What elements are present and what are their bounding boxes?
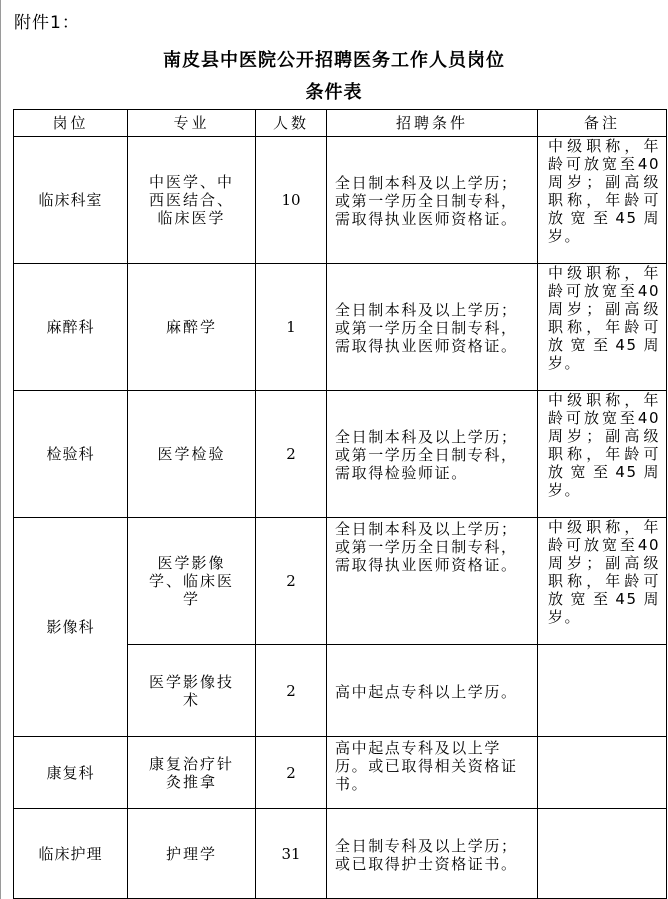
- table-row: [14, 518, 667, 645]
- major-cell: 中医学、中西医结合、临床医学: [128, 137, 256, 264]
- notes-cell: 中级职称，年龄可放宽至40周岁；副高级职称，年龄可放宽至45周岁。: [538, 264, 667, 391]
- document-subtitle: 条件表: [305, 82, 363, 103]
- attachment-label: 附件1：: [14, 13, 80, 33]
- conditions-cell: 高中起点专科及以上学历。或已取得相关资格证书。: [327, 737, 538, 809]
- count-cell: 1: [256, 264, 327, 391]
- conditions-cell: 全日制本科及以上学历；或第一学历全日制专科，需取得执业医师资格证。: [327, 264, 538, 391]
- column-header-position: 岗位: [14, 110, 128, 137]
- table-row: [14, 809, 667, 899]
- count-cell: 10: [256, 137, 327, 264]
- notes-cell: 中级职称，年龄可放宽至40周岁；副高级职称，年龄可放宽至45周岁。: [538, 391, 667, 518]
- count-cell: 2: [256, 391, 327, 518]
- position-cell: 影像科: [14, 518, 128, 737]
- conditions-cell: 全日制本科及以上学历；或第一学历全日制专科，需取得执业医师资格证。: [327, 137, 538, 264]
- count-cell: 2: [256, 645, 327, 737]
- position-cell: 临床护理: [14, 809, 128, 899]
- major-cell: 医学检验: [128, 391, 256, 518]
- position-cell: 麻醉科: [14, 264, 128, 391]
- notes-cell: [538, 809, 667, 899]
- notes-cell: [538, 737, 667, 809]
- count-cell: 2: [256, 737, 327, 809]
- document-title: 南皮县中医院公开招聘医务工作人员岗位: [163, 50, 505, 71]
- notes-cell: 中级职称，年龄可放宽至40周岁；副高级职称，年龄可放宽至45周岁。: [538, 137, 667, 264]
- table-header-row: [14, 110, 667, 137]
- conditions-cell: 全日制专科及以上学历；或已取得护士资格证书。: [327, 809, 538, 899]
- position-cell: 临床科室: [14, 137, 128, 264]
- major-cell: 医学影像技术: [128, 645, 256, 737]
- major-cell: 医学影像学、临床医学: [128, 518, 256, 645]
- notes-cell: [538, 645, 667, 737]
- conditions-cell: 全日制本科及以上学历；或第一学历全日制专科，需取得检验师证。: [327, 391, 538, 518]
- major-cell: 麻醉学: [128, 264, 256, 391]
- notes-cell: 中级职称，年龄可放宽至40周岁；副高级职称，年龄可放宽至45周岁。: [538, 518, 667, 645]
- conditions-cell: 全日制本科及以上学历；或第一学历全日制专科，需取得执业医师资格证。: [327, 518, 538, 645]
- column-header-notes: 备注: [538, 110, 667, 137]
- column-header-conditions: 招聘条件: [327, 110, 538, 137]
- table-row: [14, 264, 667, 391]
- recruitment-table: [13, 109, 667, 899]
- major-cell: 康复治疗针灸推拿: [128, 737, 256, 809]
- table-row: [14, 737, 667, 809]
- table-row: [14, 137, 667, 264]
- position-cell: 康复科: [14, 737, 128, 809]
- conditions-cell: 高中起点专科以上学历。: [327, 645, 538, 737]
- position-cell: 检验科: [14, 391, 128, 518]
- table-row: [14, 391, 667, 518]
- document-left-border: [0, 0, 1, 899]
- column-header-count: 人数: [256, 110, 327, 137]
- major-cell: 护理学: [128, 809, 256, 899]
- column-header-major: 专业: [128, 110, 256, 137]
- count-cell: 2: [256, 518, 327, 645]
- count-cell: 31: [256, 809, 327, 899]
